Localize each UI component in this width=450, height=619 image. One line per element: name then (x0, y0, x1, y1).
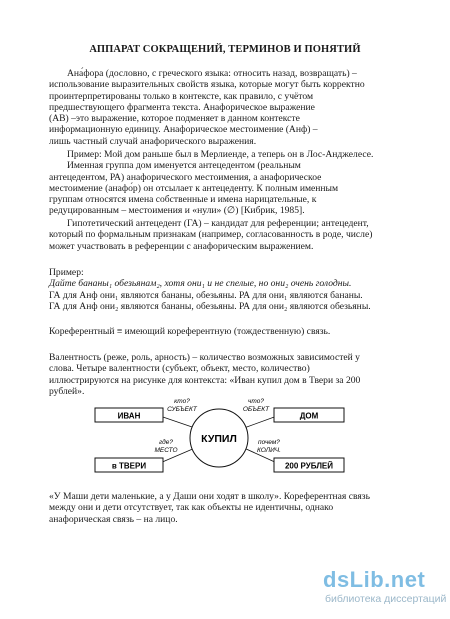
watermark-subtitle: библиотека диссертаций (325, 593, 447, 605)
text-line: иллюстрируются на рисунке для контекста: «Иван купил дом в Твери за 200 (49, 374, 361, 386)
text-line: «У Маши дети маленькие, а у Даши они ходят в школу». Кореферентная связь (49, 491, 370, 502)
paragraph-masha-example (49, 491, 413, 525)
text-line: рублей». (49, 385, 85, 397)
text-line: Пример: (49, 267, 84, 278)
page-title: АППАРАТ СОКРАЩЕНИЙ, ТЕРМИНОВ И ПОНЯТИЙ (89, 44, 361, 55)
text-line: Ана́фора (дословно, с греческого языка: относить назад, возвращать) – (67, 68, 357, 79)
edge-object (244, 416, 277, 428)
text-line: ГА для Анф они₂ являются бананы, обезьяны. РА для они₂ являются обезьяны. (49, 300, 371, 312)
edge-quantity-question: почем? (258, 439, 280, 446)
text-line: Кореферентный ≡ имеющий кореферентную (тождественную) связь. (49, 326, 331, 337)
box-quantity-label: 200 РУБЛЕЙ (284, 461, 334, 471)
edge-subject (160, 416, 195, 428)
edge-subject-question: кто? (174, 398, 190, 405)
text-line: Гипотетический антецедент (ГА) – кандидат для референции; антецедент, (67, 218, 369, 229)
text-line: анафорическая связь – на лицо. (49, 513, 178, 525)
text-line: который по формальным признакам (например, согласованность в роде, числе) (49, 229, 373, 241)
text-line: информационную единицу. Анафорическое местоимение (Анф) – (49, 124, 318, 136)
edge-quantity-role: КОЛИЧ. (257, 447, 281, 454)
box-object-label: ДОМ (299, 411, 319, 421)
watermark-logo: dsLib.net (323, 567, 426, 592)
center-node-label: КУПИЛ (201, 433, 237, 445)
text-line: антецедентом, РА) анафорического местоимения, а анафорическое (49, 171, 322, 183)
edge-object-question: что? (248, 398, 264, 405)
text-line: редуцированным – местоимения и «нули» (∅) [Кибрик, 1985]. (49, 205, 305, 217)
text-line: проинтерпретированы только в контексте, как правило, с учётом (49, 90, 314, 102)
text-line: Дайте бананы₁ обезьянам₂, хотя они₁ и не спелые, но они₂ очень голодны. (49, 278, 352, 290)
text-line: лишь частный случай анафорического выражения. (49, 135, 257, 147)
text-line: Пример: Мой дом раньше был в Мерлиенде, а теперь он в Лос-Анджелесе. (67, 149, 374, 160)
box-subject-label: ИВАН (117, 411, 141, 421)
edge-place-question: где? (159, 439, 173, 446)
text-line: между они и дети отсутствует, так как объекты не идентичны, однако (49, 502, 334, 514)
text-line: группам относятся имена собственные и имена нарицательные, к (49, 194, 317, 206)
text-line: Именная группа дом именуется антецедентом (реальным (67, 160, 301, 172)
edge-object-role: ОБЪЕКТ (242, 406, 270, 413)
text-line: слова. Четыре валентности (субъект, объект, место, количество) (49, 363, 310, 375)
text-line: использование выразительных свойств языка, которые могут быть корректно (49, 79, 365, 91)
text-line: предшествующего фрагмента текста. Анафорическое выражение (49, 101, 315, 113)
text-line: (АВ) –это выражение, которое подменяет в данном контексте (49, 113, 300, 125)
edge-place-role: МЕСТО (154, 447, 178, 454)
text-line: ГА для Анф они₁ являются бананы, обезьяны. РА для они₁ являются бананы. (49, 289, 363, 301)
box-place-label: в ТВЕРИ (111, 461, 147, 471)
text-line: может участвовать в референции с анафорическим выражением. (49, 240, 314, 252)
edge-subject-role: СУБЪЕКТ (167, 406, 197, 413)
text-line: Валентность (реже, роль, арность) – количество возможных зависимостей у (49, 352, 360, 363)
text-line: местоимение (анафо́р) он отсылает к антецеденту. К полным именным (49, 182, 339, 194)
